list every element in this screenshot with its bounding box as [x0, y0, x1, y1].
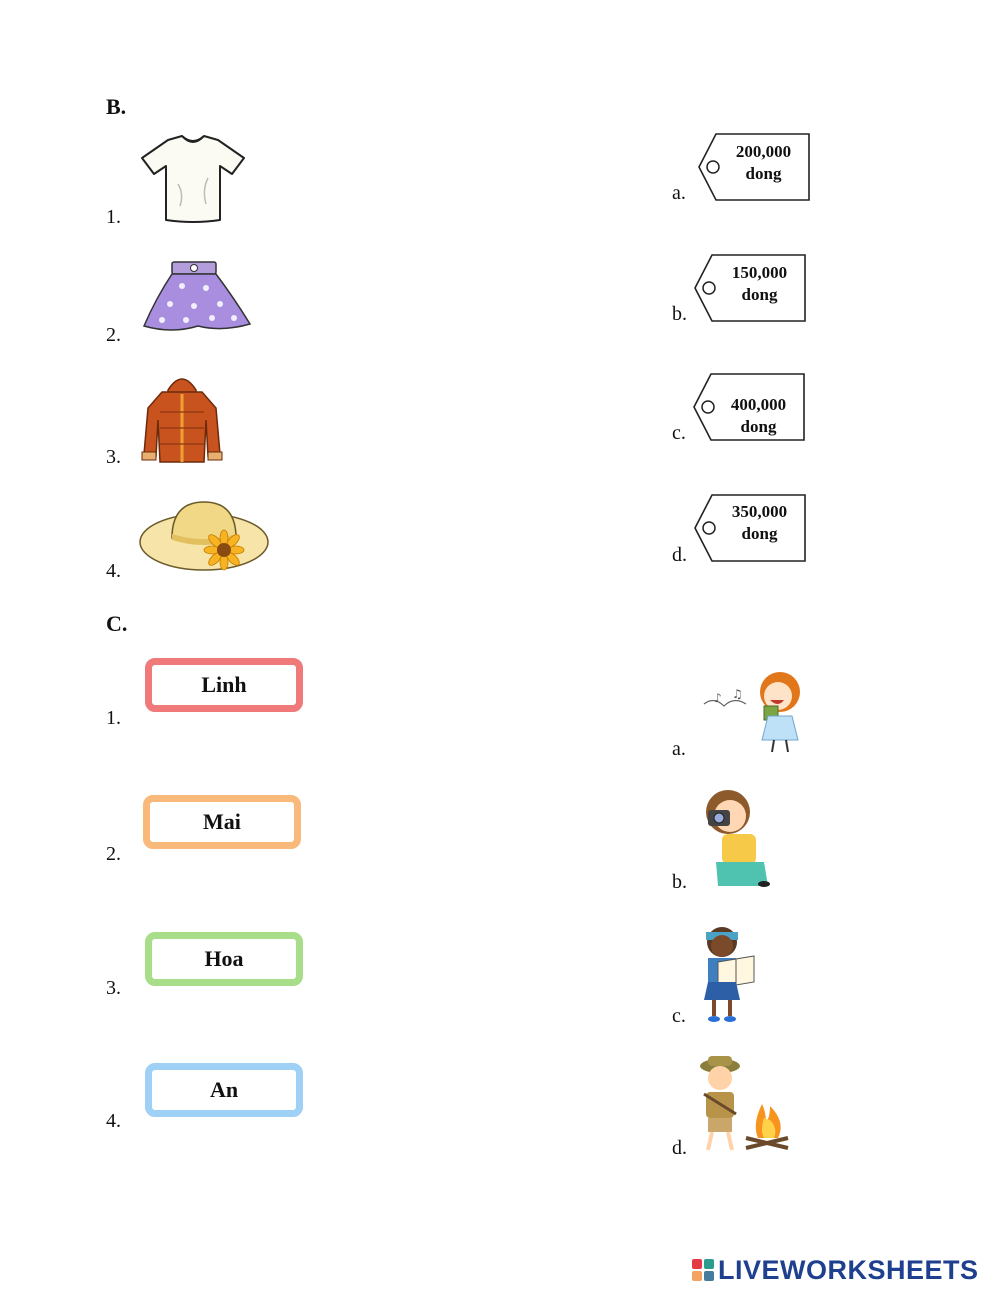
tag-letter: a.	[672, 182, 686, 204]
liveworksheets-logo	[692, 1256, 979, 1284]
item-number: 2.	[106, 843, 121, 865]
picture-letter: d.	[672, 1137, 687, 1159]
name-card-an	[145, 1063, 303, 1117]
skirt-icon	[142, 258, 254, 339]
girl-reading-book-icon	[694, 922, 758, 1029]
item-number: 2.	[106, 324, 121, 346]
section-b-heading: B.	[106, 94, 127, 119]
name-card-linh	[145, 658, 303, 712]
item-number: 3.	[106, 446, 121, 468]
item-number: 1.	[106, 206, 121, 228]
name-card-mai	[143, 795, 301, 849]
logo-mark-icon	[692, 1259, 714, 1281]
name-label: Mai	[203, 809, 241, 834]
tag-price: 400,000	[730, 395, 787, 414]
tag-unit: dong	[741, 524, 778, 543]
tag-unit: dong	[745, 164, 782, 183]
name-label: Hoa	[204, 946, 244, 971]
item-number: 3.	[106, 977, 121, 999]
tag-price: 150,000	[731, 263, 788, 282]
name-label: Linh	[201, 672, 247, 697]
sun-hat-icon	[138, 498, 270, 577]
item-number: 4.	[106, 560, 121, 582]
logo-text: LIVEWORKSHEETS	[718, 1254, 979, 1285]
tag-unit: dong	[740, 417, 777, 436]
name-card-hoa	[145, 932, 303, 986]
tag-letter: c.	[672, 422, 686, 444]
item-number: 4.	[106, 1110, 121, 1132]
price-tag-b	[694, 254, 807, 322]
svg-text:♫: ♫	[732, 687, 743, 701]
price-tag-d	[694, 494, 807, 562]
name-label: An	[209, 1077, 239, 1102]
boy-camping-fire-icon	[696, 1052, 790, 1159]
picture-letter: a.	[672, 738, 686, 760]
jacket-icon	[140, 372, 224, 473]
tag-letter: b.	[672, 303, 687, 325]
tag-letter: d.	[672, 544, 687, 566]
section-c-heading: C.	[106, 611, 128, 636]
picture-letter: b.	[672, 871, 687, 893]
girl-taking-photo-icon	[698, 786, 770, 895]
tag-unit: dong	[741, 285, 778, 304]
tag-price: 200,000	[735, 142, 792, 161]
picture-letter: c.	[672, 1005, 686, 1027]
t-shirt-icon	[138, 134, 248, 231]
girl-singing-icon	[700, 660, 804, 759]
svg-text:♪: ♪	[714, 691, 722, 705]
item-number: 1.	[106, 707, 121, 729]
tag-price: 350,000	[731, 502, 788, 521]
price-tag-c	[693, 373, 806, 441]
price-tag-a	[698, 133, 811, 201]
